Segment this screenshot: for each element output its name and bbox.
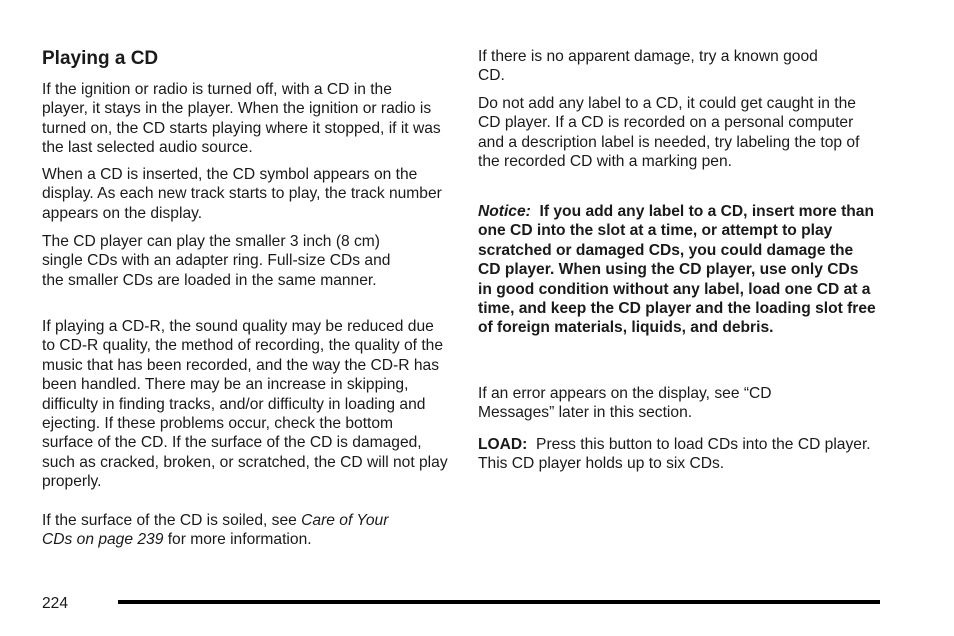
- page-number: 224: [42, 595, 69, 612]
- notice-paragraph: [478, 202, 876, 338]
- left-paragraph-2: When a CD is inserted, the CD symbol appears on the display. As each new track starts to play, the track number appears on the display.: [42, 166, 442, 222]
- right-paragraph-4: If an error appears on the display, see “CD Messages” later in this section.: [478, 385, 772, 422]
- right-paragraph-2: Do not add any label to a CD, it could get caught in the CD player. If a CD is recorded on a personal computer and a description label is needed, try labeling the top of the recorded CD with a marking pen.: [478, 95, 860, 171]
- left-paragraph-3: The CD player can play the smaller 3 inch (8 cm) single CDs with an adapter ring. Full-size CDs and the smaller CDs are loaded in the same manner.: [42, 233, 391, 289]
- left-paragraph-5: [42, 511, 422, 550]
- left-paragraph-5-text: If the surface of the CD is soiled, see: [42, 512, 302, 529]
- notice-label: Notice:: [478, 203, 531, 220]
- footer-rule: [118, 600, 880, 604]
- section-heading: Playing a CD: [42, 48, 159, 69]
- right-paragraph-1: If there is no apparent damage, try a known good CD.: [478, 48, 818, 85]
- notice-text: If you add any label to a CD, insert more than one CD into the slot at a time, or attempt to play scratched or damaged CDs, you could damage the CD player. When using the CD player, use only CDs in good condition without any label, load one CD at a time, and keep the CD player and the loading slot free of foreign materials, liquids, and debris.: [478, 203, 876, 337]
- left-paragraph-1: If the ignition or radio is turned off, with a CD in the player, it stays in the player. When the ignition or radio is turned on, the CD starts playing where it stopped, if it was the last selected audio source.: [42, 81, 441, 157]
- cross-reference-link: Care of Your CDs on page 239: [42, 512, 389, 549]
- load-label: LOAD:: [478, 436, 528, 453]
- load-text: Press this button to load CDs into the CD player. This CD player holds up to six CDs.: [478, 436, 871, 473]
- load-paragraph: [478, 435, 878, 474]
- left-paragraph-4: If playing a CD-R, the sound quality may be reduced due to CD-R quality, the method of recording, the quality of the music that has been recorded, and the way the CD-R has been handled. There may be an increase in skipping, difficulty in finding tracks, and/or difficulty in loading and ejecting. If these problems occur, check the bottom surface of the CD. If the surface of the CD is damaged, such as cracked, broken, or scratched, the CD will not play properly.: [42, 318, 448, 491]
- left-paragraph-5-tail: for more information.: [163, 531, 312, 549]
